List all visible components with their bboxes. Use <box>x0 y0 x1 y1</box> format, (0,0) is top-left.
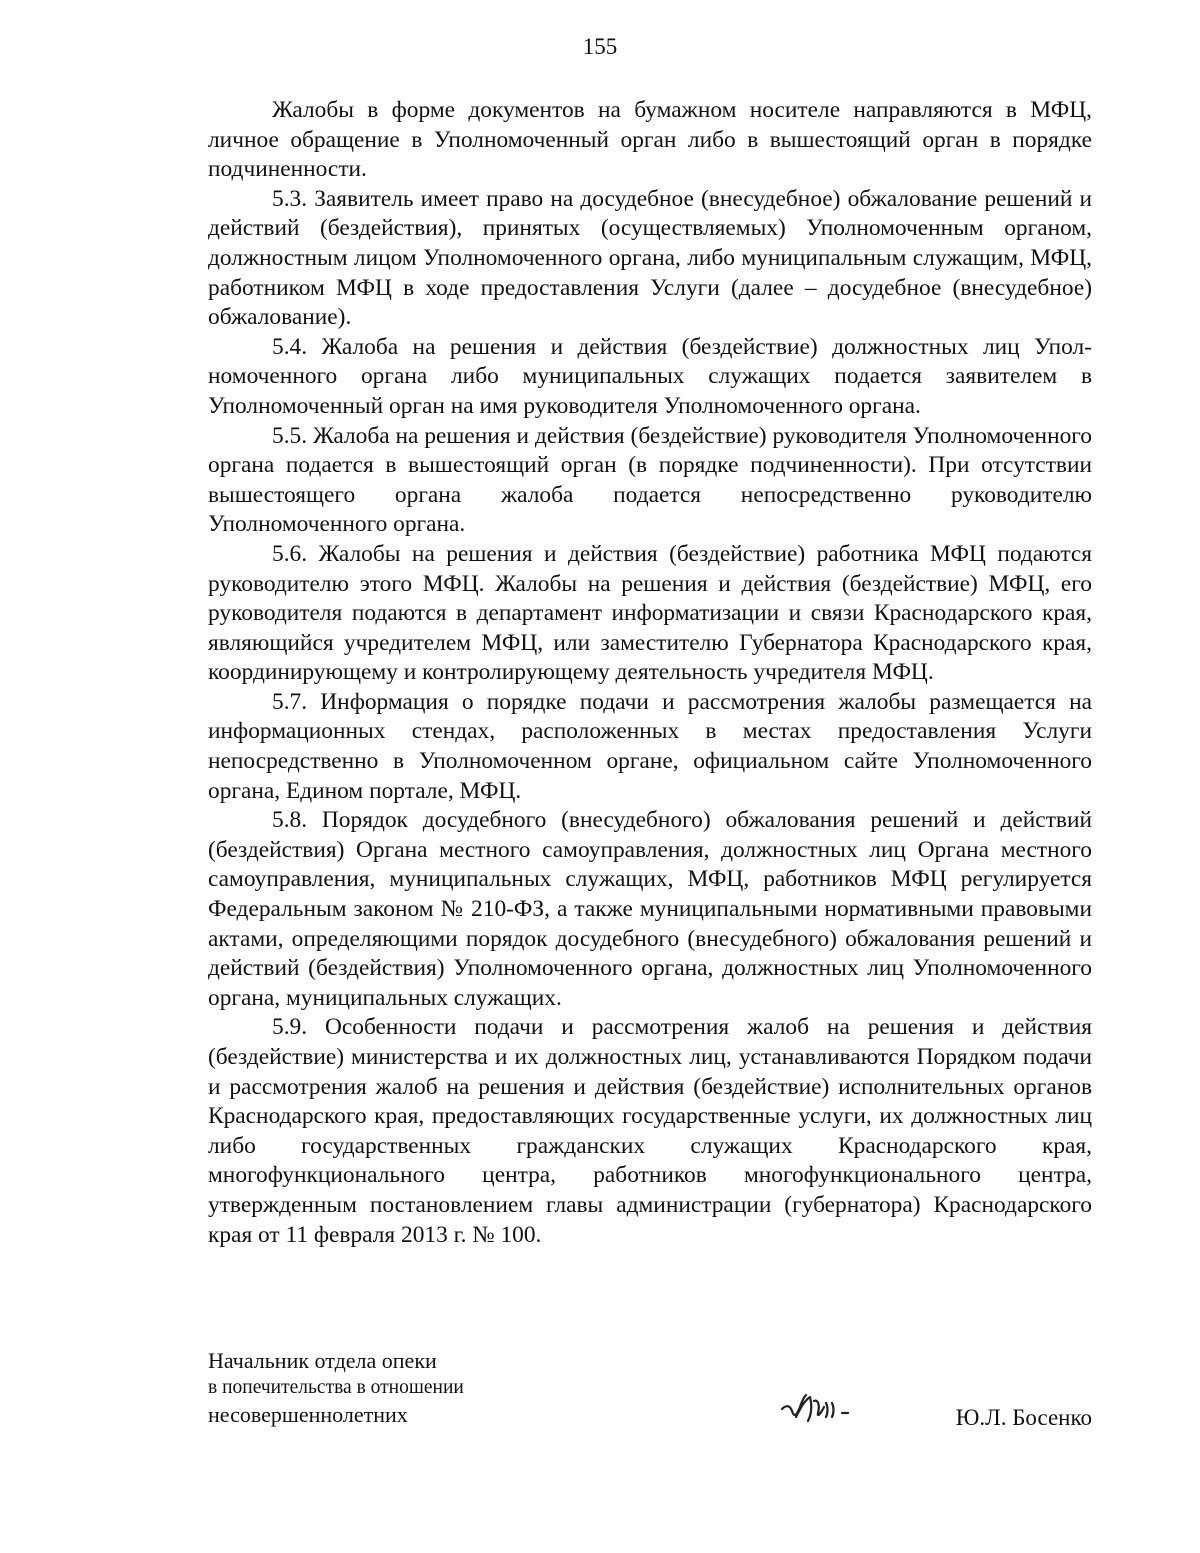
document-body <box>208 96 1092 1250</box>
signatory-name: Ю.Л. Босенко <box>955 1405 1092 1430</box>
signatory-position-line-2: в попечительства в отношении <box>208 1377 464 1398</box>
page-number: 155 <box>582 34 618 59</box>
paragraph-5-7: 5.7. Информация о порядке подачи и рассмотрения жалобы размещается на информационных стендах, расположенных в местах предоставления Услуги непосредственно в Уполномоченном органе, официальном сайте Уполномоченного органа, Едином портале, МФЦ. <box>208 688 1092 804</box>
paragraph-5-6: 5.6. Жалобы на решения и действия (бездействие) работника МФЦ подаются руководителю этого МФЦ. Жалобы на решения и действия (бездействие) МФЦ, его руководителя подаются в департамент информатизации и связи Краснодарского края, являющийся учредителем МФЦ, или заместителю Губернатора Краснодарского края, координирующему и контролирующему деятельность учредителя МФЦ. <box>208 540 1092 686</box>
signatory-position-line-1: Начальник отдела опеки <box>208 1348 437 1373</box>
paragraph-5-8: 5.8. Порядок досудебного (внесудебного) обжалования решений и действий (бездействия) Органа местного самоуправления, должностных лиц Органа местного самоуправления, муниципальных служащих, МФЦ, работников МФЦ регулируется Федеральным законом № 210-ФЗ, а также муниципальными нормативными правовыми актами, определяющими порядок досудебного (внесудебного) обжалования решений и действий (бездействия) Уполномоченного органа, должностных лиц Уполномоченного органа, муниципальных служащих. <box>208 807 1092 1011</box>
signature-block <box>208 1347 1092 1447</box>
signatory-position <box>208 1347 464 1428</box>
paragraph-5-5: 5.5. Жалоба на решения и действия (бездействие) руководителя Уполномоченного органа подается в вышестоящий орган (в порядке подчиненности). При отсутствии вышестоящего органа жалоба подается непосредственно руководителю Уполномоченного органа. <box>208 422 1092 538</box>
signatory-position-line-3: несовершеннолетних <box>208 1402 408 1427</box>
paragraph-5-9: 5.9. Особенности подачи и рассмотрения жалоб на решения и действия (бездействие) министерства и их должностных лиц, устанавливаются Порядком подачи и рассмотрения жалоб на решения и действия (бездействие) исполнительных органов Краснодарского края, предоставляющих государственные услуги, их должностных лиц либо государственных гражданских служащих Краснодарского края, многофункционального центра, работников многофункционального центра, утвержденным постановлением главы администрации (губернатора) Краснодарского края от 11 февраля 2013 г. № 100. <box>208 1014 1092 1248</box>
paragraph-5-4: 5.4. Жалоба на решения и действия (бездействие) должностных лиц Уполномоченного органа либо муниципальных служащих подается заявителем в Уполномоченный орган на имя руководителя Уполномоченного органа. <box>208 333 1092 419</box>
handwritten-signature <box>774 1387 874 1433</box>
paragraph-complaints-paper: Жалобы в форме документов на бумажном носителе направляются в МФЦ, личное обращение в Уполномоченный орган либо в вышестоящий орган в порядке подчиненности. <box>208 97 1092 183</box>
paragraph-5-3: 5.3. Заявитель имеет право на досудебное (внесудебное) обжалование решений и действий (бездействия), принятых (осуществляемых) Уполномоченным органом, должностным лицом Уполномоченного органа, либо муниципальным служащим, МФЦ, работником МФЦ в ходе предоставления Услуги (далее – досудебное (внесудебное) обжалование). <box>208 185 1092 331</box>
